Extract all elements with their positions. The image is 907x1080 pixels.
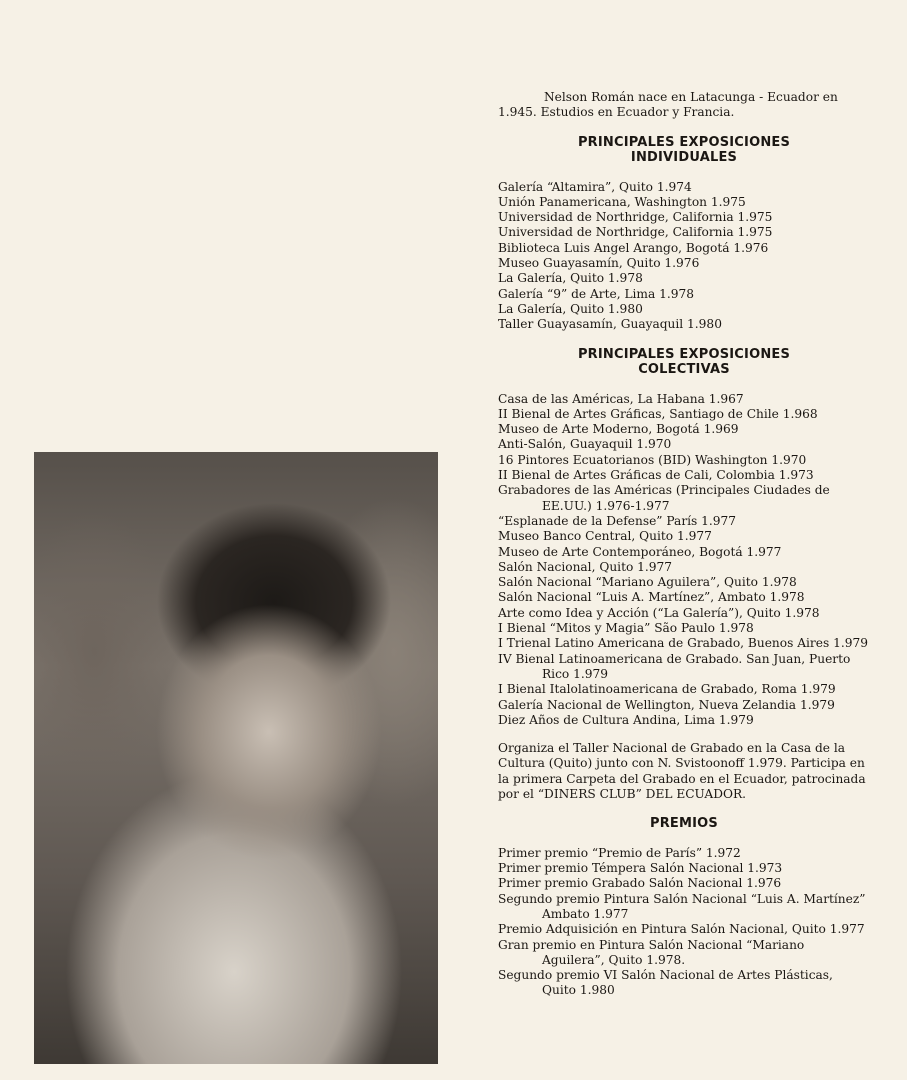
individuales-list [498,180,870,333]
premios-list [498,846,870,999]
colectivas-list [498,392,870,729]
list-item: Museo Guayasamín, Quito 1.976 [498,256,700,271]
list-item: Gran premio en Pintura Salón Nacional “Mariano Aguilera”, Quito 1.978. [498,937,805,967]
individuales-heading: PRINCIPALES EXPOSICIONES INDIVIDUALES [577,134,791,166]
list-item: La Galería, Quito 1.978 [498,271,643,286]
list-item: IV Bienal Latinoamericana de Grabado. San Juan, Puerto Rico 1.979 [498,651,851,681]
list-item: Segundo premio VI Salón Nacional de Artes Plásticas, Quito 1.980 [498,968,833,998]
list-item: Biblioteca Luis Angel Arango, Bogotá 1.976 [498,240,769,255]
list-item: I Bienal Italolatinoamericana de Grabado, Roma 1.979 [498,682,836,697]
list-item: Universidad de Northridge, California 1.975 [498,225,773,240]
list-item: Museo de Arte Moderno, Bogotá 1.969 [498,422,739,437]
list-item: Galería “9” de Arte, Lima 1.978 [498,286,695,301]
list-item: Taller Guayasamín, Guayaquil 1.980 [498,317,722,332]
list-item: I Trienal Latino Americana de Grabado, Buenos Aires 1.979 [498,636,868,651]
list-item: Arte como Idea y Acción (“La Galería”), Quito 1.978 [498,605,820,620]
premios-heading: PREMIOS [649,816,718,832]
list-item: I Bienal “Mitos y Magia” São Paulo 1.978 [498,621,754,636]
list-item: 16 Pintores Ecuatorianos (BID) Washington 1.970 [498,452,807,467]
list-item: Premio Adquisición en Pintura Salón Nacional, Quito 1.977 [498,922,865,937]
list-item: Galería Nacional de Wellington, Nueva Zelandia 1.979 [498,697,835,712]
list-item: II Bienal de Artes Gráficas, Santiago de Chile 1.968 [498,406,818,421]
list-item: Salón Nacional “Luis A. Martínez”, Ambato 1.978 [498,590,805,605]
list-item: La Galería, Quito 1.980 [498,301,643,316]
taller-paragraph: Organiza el Taller Nacional de Grabado en la Casa de la Cultura (Quito) junto con N. Svistoonoff 1.979. Participa en la primera Carpeta del Grabado en el Ecuador, patrocinada por el “DINERS CLUB” DEL ECUADOR. [498,741,866,801]
list-item: Primer premio Grabado Salón Nacional 1.976 [498,876,782,891]
biography-column [498,90,870,999]
list-item: Salón Nacional “Mariano Aguilera”, Quito 1.978 [498,575,797,590]
list-item: Primer premio “Premio de París” 1.972 [498,845,741,860]
list-item: Universidad de Northridge, California 1.975 [498,210,773,225]
list-item: Casa de las Américas, La Habana 1.967 [498,391,744,406]
list-item: Unión Panamericana, Washington 1.975 [498,194,746,209]
list-item: II Bienal de Artes Gráficas de Cali, Colombia 1.973 [498,468,814,483]
colectivas-heading: PRINCIPALES EXPOSICIONES COLECTIVAS [577,346,791,378]
list-item: Segundo premio Pintura Salón Nacional “Luis A. Martínez” Ambato 1.977 [498,891,866,921]
list-item: Museo Banco Central, Quito 1.977 [498,529,712,544]
list-item: “Esplanade de la Defense” París 1.977 [498,513,737,528]
list-item: Anti-Salón, Guayaquil 1.970 [498,437,672,452]
artist-portrait-photo [34,452,438,1064]
list-item: Diez Años de Cultura Andina, Lima 1.979 [498,712,754,727]
list-item: Primer premio Témpera Salón Nacional 1.973 [498,861,783,876]
list-item: Museo de Arte Contemporáneo, Bogotá 1.977 [498,544,782,559]
list-item: Salón Nacional, Quito 1.977 [498,559,673,574]
list-item: Galería “Altamira”, Quito 1.974 [498,179,692,194]
list-item: Grabadores de las Américas (Principales Ciudades de EE.UU.) 1.976-1.977 [498,483,830,513]
intro-paragraph: Nelson Román nace en Latacunga - Ecuador en 1.945. Estudios en Ecuador y Francia. [498,90,838,120]
